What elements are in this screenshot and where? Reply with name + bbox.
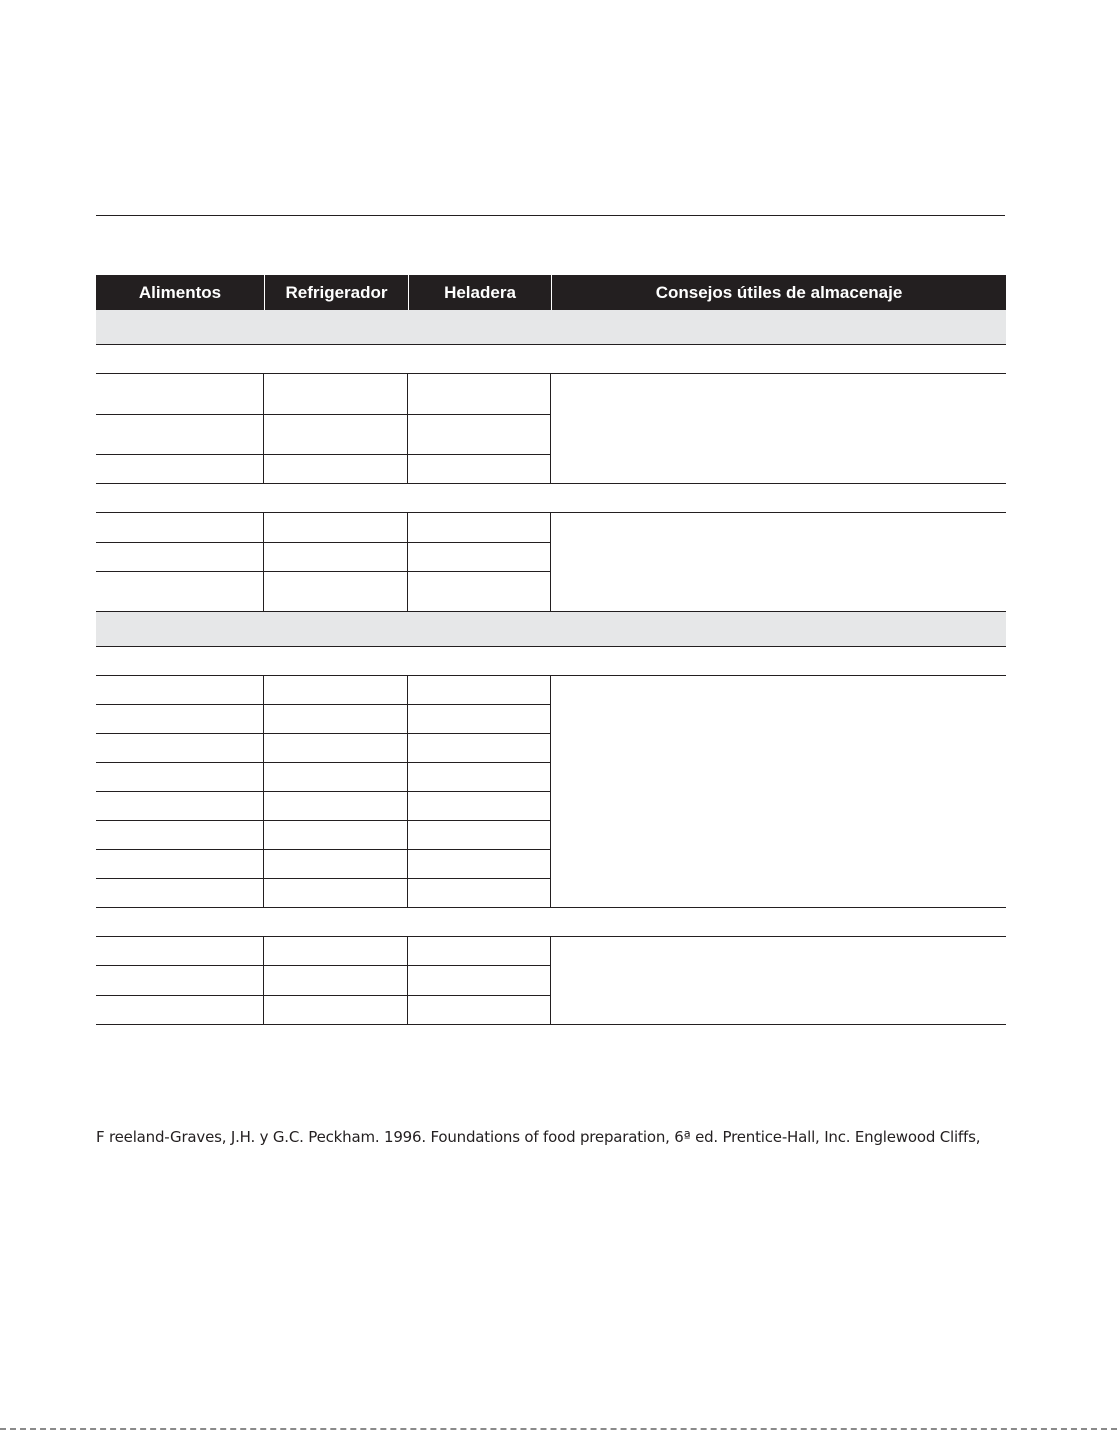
table-cell <box>96 763 264 792</box>
table-cell <box>96 734 264 763</box>
table-cell <box>96 455 264 483</box>
row-group <box>96 676 1006 908</box>
row-group <box>96 937 1006 1025</box>
row-group <box>96 513 1006 612</box>
table-cell <box>264 415 408 455</box>
table-cell <box>96 821 264 850</box>
tips-cell <box>551 513 1006 543</box>
table-cell <box>264 455 408 483</box>
table-cell <box>96 415 264 455</box>
table-cell <box>264 763 408 792</box>
table-cell <box>408 676 551 705</box>
table-cell <box>96 676 264 705</box>
table-cell <box>96 937 264 966</box>
table-cell <box>96 705 264 734</box>
table-cell <box>408 821 551 850</box>
table-cell <box>408 572 551 611</box>
table-cell <box>408 966 551 996</box>
header-refrigerador: Refrigerador <box>264 275 408 310</box>
table-cell <box>96 543 264 572</box>
tips-cell <box>551 676 1006 705</box>
header-consejos: Consejos útiles de almacenaje <box>551 275 1006 310</box>
subsection-row <box>96 908 1006 937</box>
table-cell <box>408 937 551 966</box>
bibliographic-reference: F reeland-Graves, J.H. y G.C. Peckham. 1996. Foundations of food preparation, 6ª ed. Prentice-Hall, Inc. Englewood Cliffs, <box>96 1128 981 1146</box>
table-cell <box>408 850 551 879</box>
table-cell <box>264 937 408 966</box>
table-cell <box>408 543 551 572</box>
table-cell <box>264 572 408 611</box>
table-cell <box>96 792 264 821</box>
table-cell <box>96 572 264 611</box>
section-band <box>96 310 1006 345</box>
table-cell <box>408 792 551 821</box>
table-cell <box>408 734 551 763</box>
table-cell <box>264 996 408 1024</box>
table-cell <box>264 676 408 705</box>
table-header <box>96 275 1006 310</box>
table-cell <box>264 734 408 763</box>
table-cell <box>264 850 408 879</box>
table-cell <box>408 374 551 415</box>
tips-cell <box>551 937 1006 966</box>
table-cell <box>264 513 408 543</box>
table-cell <box>96 879 264 907</box>
table-cell <box>264 966 408 996</box>
storage-table <box>96 275 1006 1025</box>
table-cell <box>96 850 264 879</box>
top-rule <box>96 215 1005 216</box>
table-cell <box>96 513 264 543</box>
table-cell <box>408 415 551 455</box>
subsection-row <box>96 484 1006 513</box>
table-cell <box>96 966 264 996</box>
row-group <box>96 374 1006 484</box>
table-cell <box>264 792 408 821</box>
table-cell <box>96 374 264 415</box>
table-cell <box>408 513 551 543</box>
table-cell <box>408 763 551 792</box>
table-cell <box>264 374 408 415</box>
section-band <box>96 612 1006 647</box>
header-alimentos: Alimentos <box>138 282 222 302</box>
table-cell <box>264 821 408 850</box>
page-edge-dashes <box>0 1428 1117 1430</box>
table-cell <box>264 879 408 907</box>
tips-cell <box>551 374 1006 415</box>
table-cell <box>408 705 551 734</box>
subsection-row <box>96 345 1006 374</box>
subsection-row <box>96 647 1006 676</box>
table-cell <box>408 879 551 907</box>
table-cell <box>96 996 264 1024</box>
header-heladera: Heladera <box>408 275 551 310</box>
table-cell <box>264 543 408 572</box>
table-cell <box>408 455 551 483</box>
table-cell <box>408 996 551 1024</box>
table-cell <box>264 705 408 734</box>
